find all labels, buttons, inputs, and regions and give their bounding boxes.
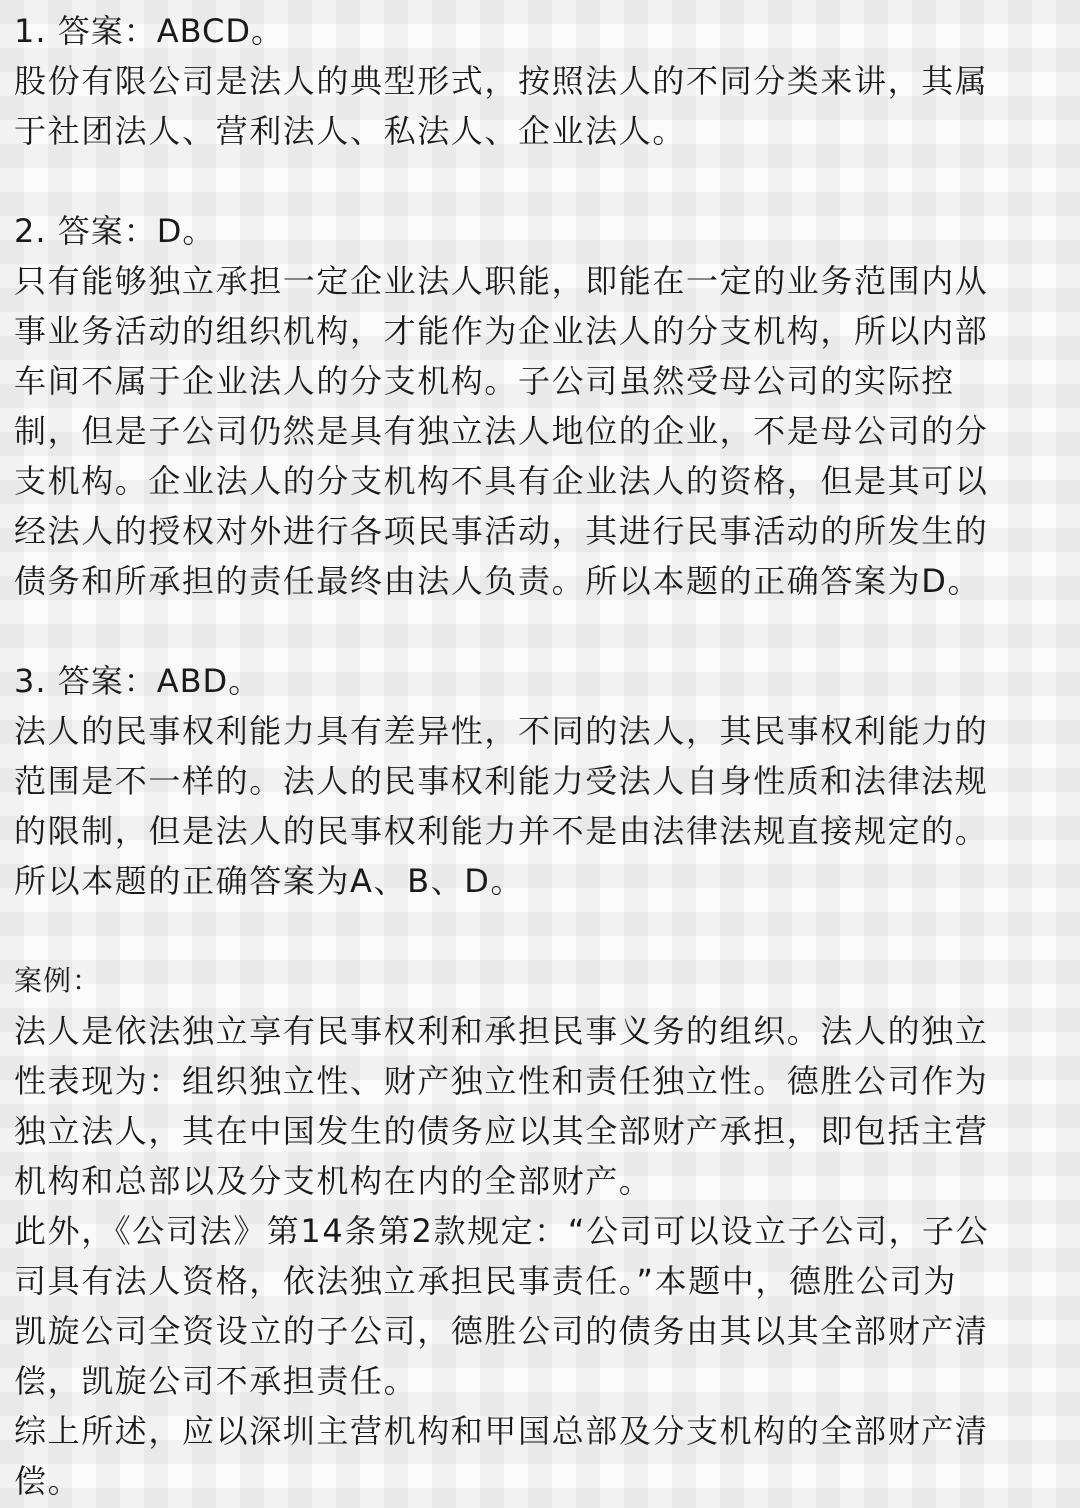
answer-1-line: 于社团法人、营利法人、私法人、企业法人。 (14, 112, 687, 150)
case-line: 综上所述，应以深圳主营机构和甲国总部及分支机构的全部财产清 (14, 1412, 989, 1450)
answer-2-line: 车间不属于企业法人的分支机构。子公司虽然受母公司的实际控 (14, 362, 955, 400)
answer-2-line: 债务和所承担的责任最终由法人负责。所以本题的正确答案为D。 (14, 562, 982, 600)
section-spacer (14, 156, 1066, 206)
answer-1-section (14, 6, 1066, 156)
answer-3-section (14, 656, 1066, 906)
case-line: 偿。 (14, 1462, 82, 1500)
section-spacer (14, 606, 1066, 656)
answer-2-heading: 2. 答案：D。 (14, 212, 216, 250)
answer-2-line: 支机构。企业法人的分支机构不具有企业法人的资格，但是其可以 (14, 462, 989, 500)
answer-2-line: 只有能够独立承担一定企业法人职能，即能在一定的业务范围内从 (14, 262, 989, 300)
answer-3-line: 范围是不一样的。法人的民事权利能力受法人自身性质和法律法规 (14, 762, 989, 800)
case-line: 独立法人，其在中国发生的债务应以其全部财产承担，即包括主营 (14, 1112, 989, 1150)
case-heading: 案例： (14, 964, 102, 997)
answer-3-line: 所以本题的正确答案为A、B、D。 (14, 862, 525, 900)
answer-1-line: 股份有限公司是法人的典型形式，按照法人的不同分类来讲，其属 (14, 62, 989, 100)
answer-3-heading: 3. 答案：ABD。 (14, 662, 262, 700)
answer-1-heading: 1. 答案：ABCD。 (14, 12, 284, 50)
answer-2-section (14, 206, 1066, 606)
case-section (14, 956, 1066, 1506)
answer-3-line: 的限制，但是法人的民事权利能力并不是由法律法规直接规定的。 (14, 812, 989, 850)
section-spacer (14, 906, 1066, 956)
answer-3-line: 法人的民事权利能力具有差异性，不同的法人，其民事权利能力的 (14, 712, 989, 750)
case-line: 凯旋公司全资设立的子公司，德胜公司的债务由其以其全部财产清 (14, 1312, 989, 1350)
case-line: 性表现为：组织独立性、财产独立性和责任独立性。德胜公司作为 (14, 1062, 989, 1100)
answer-2-line: 制，但是子公司仍然是具有独立法人地位的企业，不是母公司的分 (14, 412, 989, 450)
case-line: 偿，凯旋公司不承担责任。 (14, 1362, 418, 1400)
case-line: 法人是依法独立享有民事权利和承担民事义务的组织。法人的独立 (14, 1012, 989, 1050)
answer-2-line: 经法人的授权对外进行各项民事活动，其进行民事活动的所发生的 (14, 512, 989, 550)
case-line: 司具有法人资格，依法独立承担民事责任。”本题中，德胜公司为 (14, 1262, 957, 1300)
case-line: 此外，《公司法》第14条第2款规定：“公司可以设立子公司，子公 (14, 1212, 990, 1250)
case-line: 机构和总部以及分支机构在内的全部财产。 (14, 1162, 653, 1200)
answer-2-line: 事业务活动的组织机构，才能作为企业法人的分支机构，所以内部 (14, 312, 989, 350)
